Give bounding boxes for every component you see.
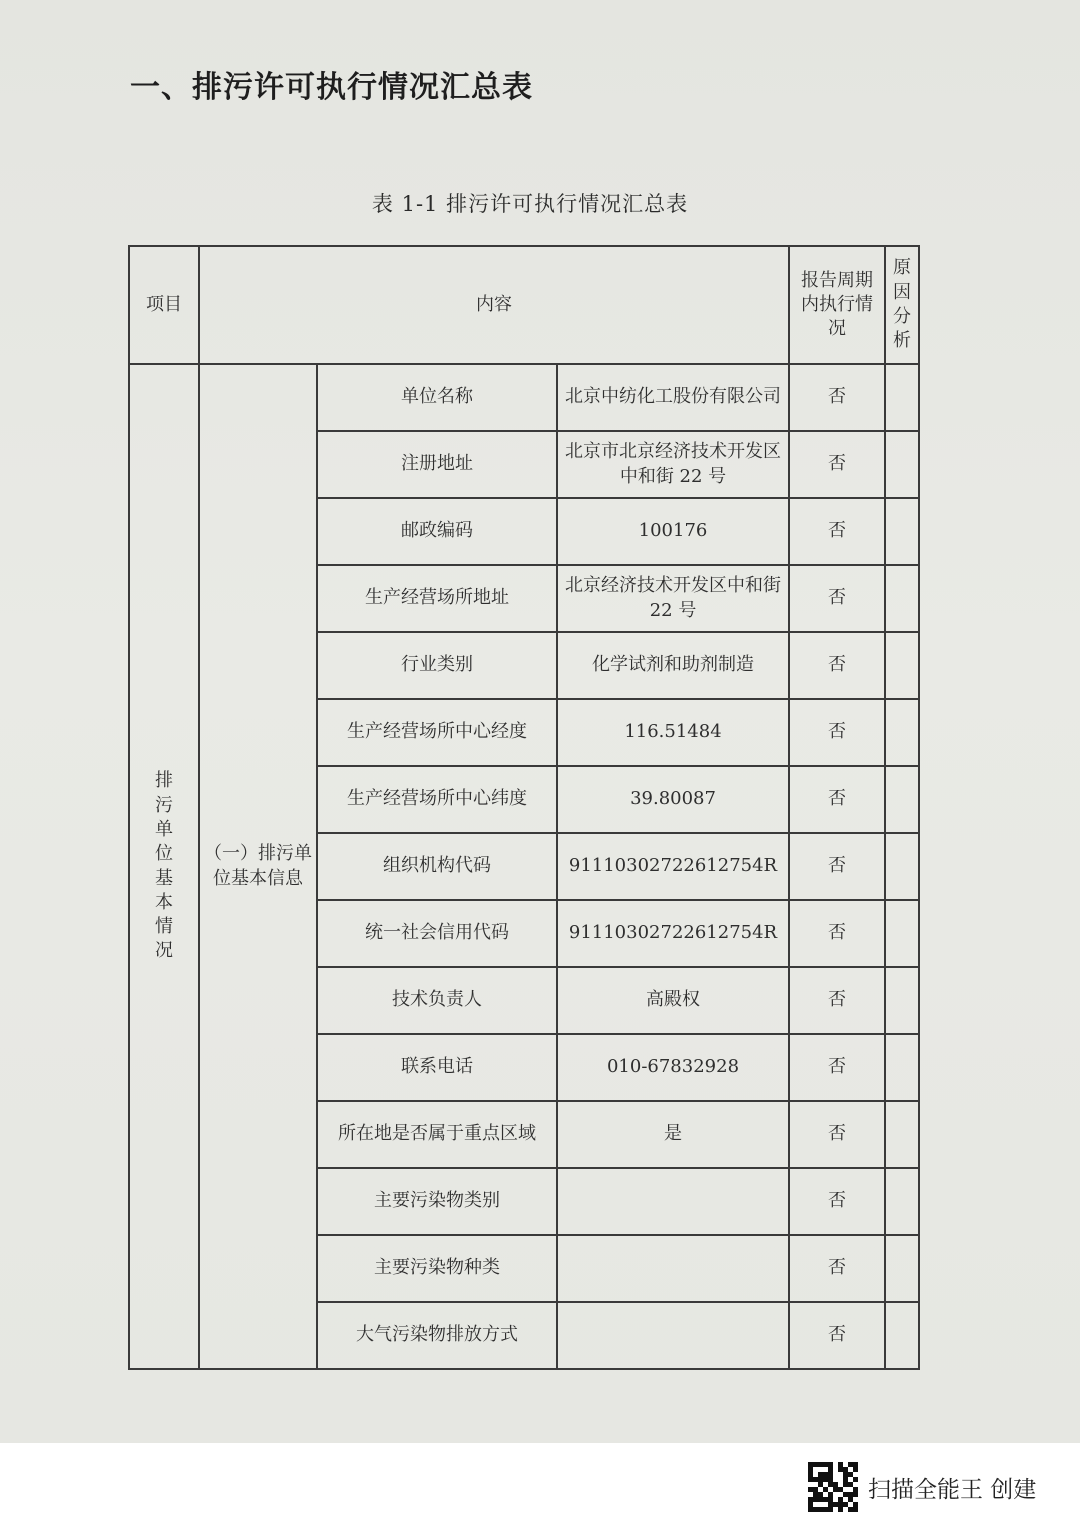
row-status: 否 [789, 1034, 885, 1101]
row-value [557, 1168, 789, 1235]
row-value: 39.80087 [557, 766, 789, 833]
row-reason [885, 1302, 919, 1369]
qr-code-icon [808, 1462, 858, 1512]
table-row [129, 364, 919, 431]
table-caption: 表 1-1 排污许可执行情况汇总表 [371, 192, 689, 216]
row-status: 否 [789, 1235, 885, 1302]
row-status: 否 [789, 565, 885, 632]
header-reason: 原因分析 [885, 246, 919, 364]
row-status: 否 [789, 900, 885, 967]
row-status: 否 [789, 1302, 885, 1369]
row-label: 生产经营场所中心纬度 [317, 766, 557, 833]
row-label: 生产经营场所中心经度 [317, 699, 557, 766]
row-value: 北京市北京经济技术开发区中和街 22 号 [557, 431, 789, 498]
row-label: 技术负责人 [317, 967, 557, 1034]
row-reason [885, 967, 919, 1034]
row-label: 主要污染物种类 [317, 1235, 557, 1302]
row-label: 注册地址 [317, 431, 557, 498]
row-value: 100176 [557, 498, 789, 565]
row-reason [885, 565, 919, 632]
row-value: 91110302722612754R [557, 900, 789, 967]
section-heading: 一、排污许可执行情况汇总表 [130, 70, 533, 105]
row-value [557, 1302, 789, 1369]
row-label: 大气污染物排放方式 [317, 1302, 557, 1369]
row-value: 010-67832928 [557, 1034, 789, 1101]
row-label: 邮政编码 [317, 498, 557, 565]
subcategory-cell: （一）排污单位基本信息 [199, 364, 317, 1369]
row-label: 生产经营场所地址 [317, 565, 557, 632]
row-label: 主要污染物类别 [317, 1168, 557, 1235]
brand-text: 扫描全能王 创建 [868, 1476, 1037, 1503]
row-reason [885, 1235, 919, 1302]
row-reason [885, 498, 919, 565]
row-status: 否 [789, 632, 885, 699]
row-label: 统一社会信用代码 [317, 900, 557, 967]
row-value: 北京中纺化工股份有限公司 [557, 364, 789, 431]
row-reason [885, 364, 919, 431]
row-value: 91110302722612754R [557, 833, 789, 900]
row-reason [885, 833, 919, 900]
header-status: 报告周期内执行情况 [789, 246, 885, 364]
row-label: 联系电话 [317, 1034, 557, 1101]
qr-cell [853, 1507, 858, 1512]
row-status: 否 [789, 967, 885, 1034]
header-content: 内容 [199, 246, 789, 364]
row-status: 否 [789, 833, 885, 900]
row-label: 组织机构代码 [317, 833, 557, 900]
row-status: 否 [789, 431, 885, 498]
row-value [557, 1235, 789, 1302]
row-label: 行业类别 [317, 632, 557, 699]
row-reason [885, 1168, 919, 1235]
summary-table [128, 245, 920, 1370]
table-header-row [129, 246, 919, 364]
row-value: 是 [557, 1101, 789, 1168]
row-reason [885, 1034, 919, 1101]
row-reason [885, 766, 919, 833]
row-status: 否 [789, 1101, 885, 1168]
row-reason [885, 632, 919, 699]
row-status: 否 [789, 1168, 885, 1235]
row-value: 北京经济技术开发区中和街 22 号 [557, 565, 789, 632]
row-reason [885, 699, 919, 766]
header-item: 项目 [129, 246, 199, 364]
row-status: 否 [789, 699, 885, 766]
row-reason [885, 900, 919, 967]
row-label: 单位名称 [317, 364, 557, 431]
scanner-footer [808, 1462, 1036, 1512]
row-value: 116.51484 [557, 699, 789, 766]
row-value: 化学试剂和助剂制造 [557, 632, 789, 699]
row-value: 高殿权 [557, 967, 789, 1034]
row-status: 否 [789, 766, 885, 833]
row-reason [885, 1101, 919, 1168]
row-reason [885, 431, 919, 498]
row-label: 所在地是否属于重点区域 [317, 1101, 557, 1168]
row-status: 否 [789, 498, 885, 565]
row-status: 否 [789, 364, 885, 431]
category-cell: 排污单位基本情况 [129, 364, 199, 1369]
